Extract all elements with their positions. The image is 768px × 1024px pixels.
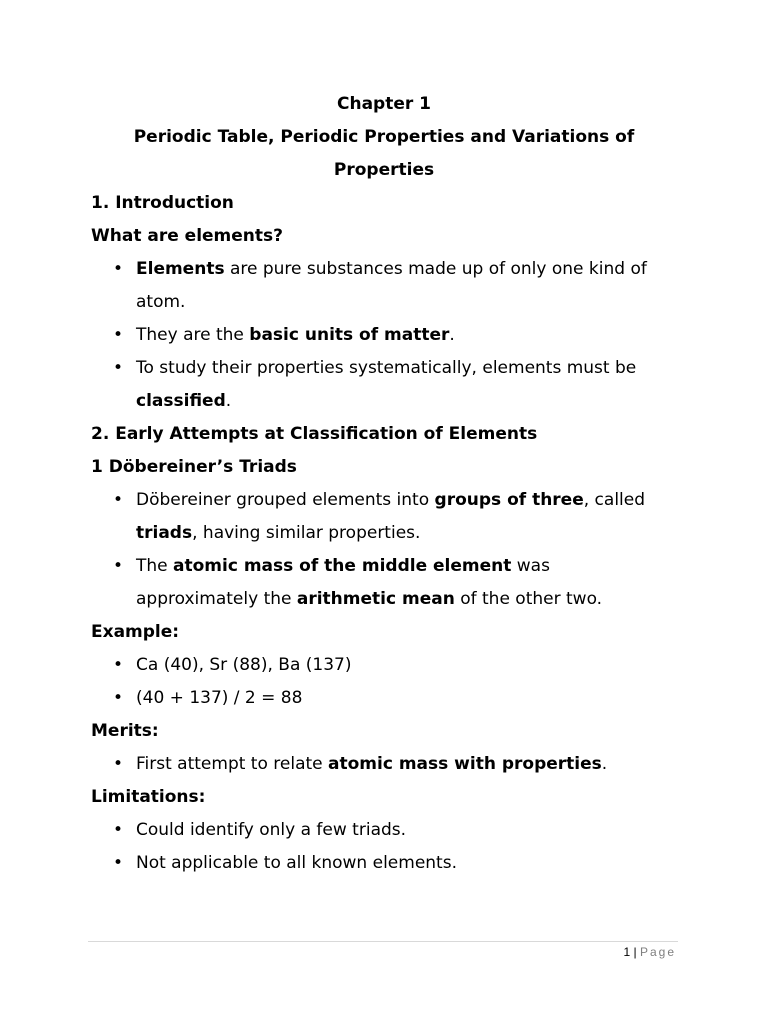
- bullet-marker: •: [113, 688, 124, 708]
- list-item: Could identify only a few triads.: [136, 820, 407, 840]
- bold-term: groups of three: [434, 490, 584, 510]
- page-label: Page: [639, 945, 676, 959]
- limitations-heading: Limitations:: [91, 787, 206, 807]
- text-run: First attempt to relate: [136, 754, 329, 774]
- bullet-marker: •: [113, 820, 124, 840]
- list-item: [136, 488, 645, 512]
- list-item: [136, 323, 455, 347]
- text-run: .: [449, 325, 455, 345]
- bold-term: triads: [136, 523, 193, 543]
- list-item: To study their properties systematically, elements must be: [136, 358, 637, 378]
- section-2-heading: 2. Early Attempts at Classification of Elements: [91, 424, 538, 444]
- merits-heading: Merits:: [91, 721, 159, 741]
- text-run: , having similar properties.: [192, 523, 421, 543]
- bullet-marker: •: [113, 853, 124, 873]
- list-item: [136, 257, 647, 281]
- title-line-2: Properties: [333, 160, 435, 180]
- bullet-marker: •: [113, 556, 124, 576]
- title-line-1: Periodic Table, Periodic Properties and Variations of: [133, 127, 635, 147]
- list-item: [136, 752, 607, 776]
- bullet-marker: •: [113, 754, 124, 774]
- text-run: of the other two.: [454, 589, 603, 609]
- text-run: They are the: [136, 325, 250, 345]
- bullet-marker: •: [113, 490, 124, 510]
- bold-term: Elements: [136, 259, 225, 279]
- page-footer: [623, 944, 676, 960]
- list-item: [136, 554, 550, 578]
- text-run: approximately the: [136, 589, 297, 609]
- text-run: was: [511, 556, 550, 576]
- text-run: .: [225, 391, 232, 411]
- bullet-marker: •: [113, 358, 124, 378]
- bold-term: arithmetic mean: [296, 589, 455, 609]
- page-number: 1: [623, 945, 631, 959]
- example-heading: Example:: [91, 622, 180, 642]
- section-1-heading: 1. Introduction: [91, 193, 234, 213]
- list-item: Not applicable to all known elements.: [136, 853, 457, 873]
- bold-term: atomic mass of the middle element: [173, 556, 512, 576]
- list-item: (40 + 137) / 2 = 88: [136, 688, 303, 708]
- section-1-subheading: What are elements?: [91, 226, 284, 246]
- list-item-continuation: [136, 389, 231, 413]
- bullet-marker: •: [113, 325, 124, 345]
- text-run: The: [136, 556, 174, 576]
- list-item-continuation: atom.: [136, 292, 186, 312]
- text-run: .: [601, 754, 608, 774]
- section-2-subheading: 1 Döbereiner’s Triads: [91, 457, 297, 477]
- bullet-marker: •: [113, 259, 124, 279]
- footer-separator: |: [633, 945, 637, 959]
- footer-divider: [88, 941, 678, 942]
- list-item-continuation: [136, 521, 420, 545]
- bold-term: classified: [136, 391, 226, 411]
- bullet-marker: •: [113, 655, 124, 675]
- bold-term: atomic mass with properties: [328, 754, 602, 774]
- chapter-label: Chapter 1: [336, 94, 431, 114]
- bold-term: basic units of matter: [249, 325, 450, 345]
- text-run: are pure substances made up of only one kind of: [224, 259, 647, 279]
- text-run: Döbereiner grouped elements into: [136, 490, 435, 510]
- text-run: , called: [583, 490, 646, 510]
- list-item-continuation: [136, 587, 602, 611]
- list-item: Ca (40), Sr (88), Ba (137): [136, 655, 352, 675]
